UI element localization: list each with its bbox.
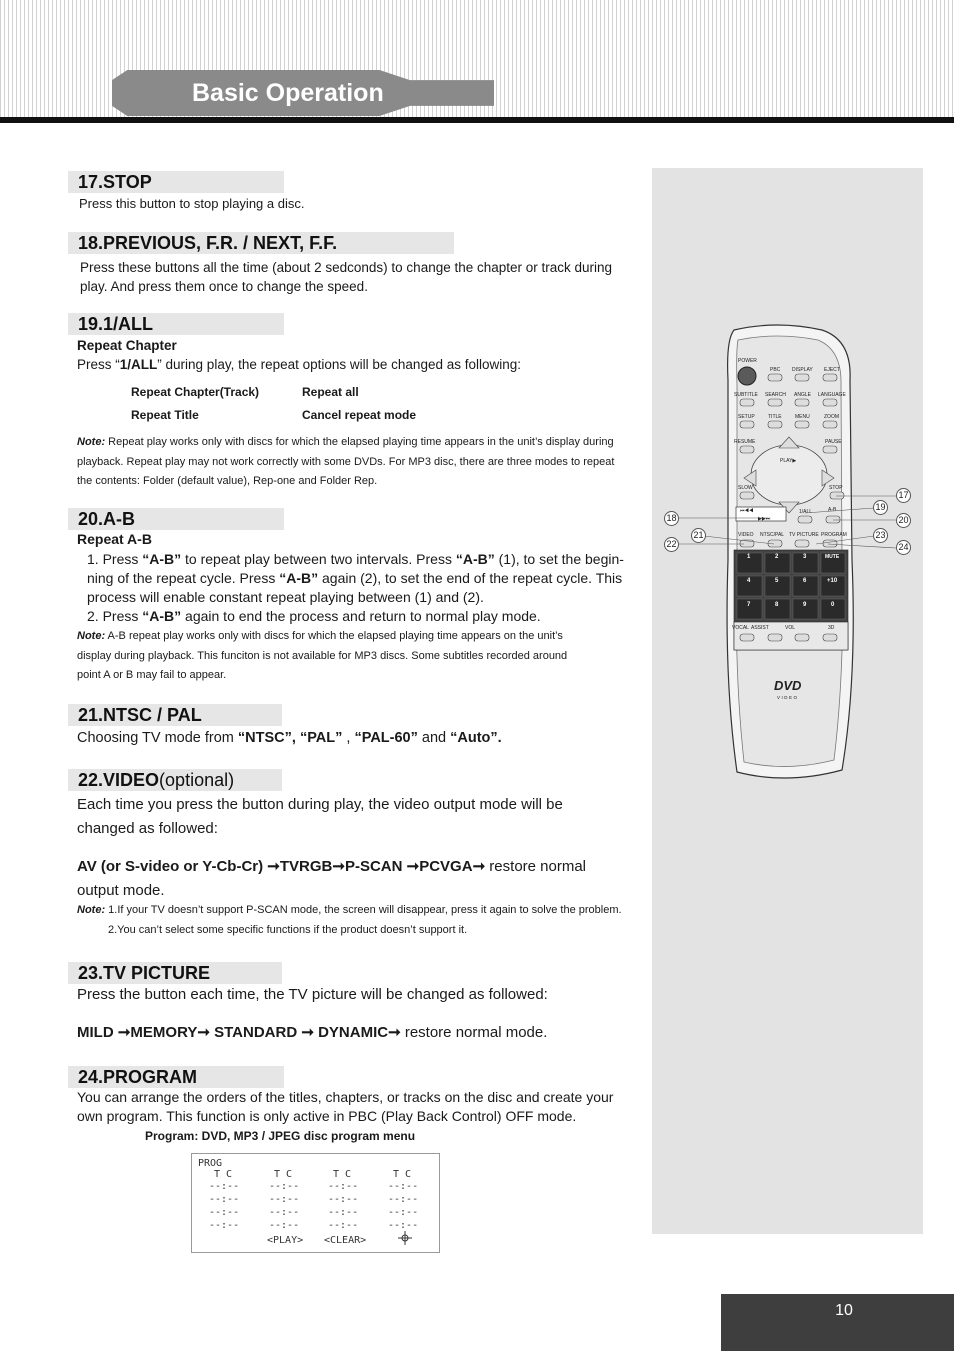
prevnext-body-2: play. And press them once to change the speed. <box>80 279 368 294</box>
arrow-icon: ➞ <box>113 1024 131 1041</box>
section-heading-program: 24.PROGRAM <box>68 1066 284 1088</box>
arrow-icon: ➞ <box>332 858 345 875</box>
1all-subheading: Repeat Chapter <box>77 338 177 353</box>
tvpicture-body: Press the button each time, the TV picture will be changed as followed: <box>77 986 548 1003</box>
prog-play-option: <PLAY> <box>267 1235 304 1246</box>
prog-slot: --:-- <box>269 1207 300 1218</box>
remote-label-mute: MUTE <box>825 554 840 560</box>
remote-label-vocal: VOCAL <box>732 625 749 631</box>
callout-18: 18 <box>664 511 679 526</box>
digit-4: 4 <box>747 578 751 584</box>
digit-9: 9 <box>803 602 807 608</box>
1all-note: Note: Repeat play works only with discs for which the elapsed playing time appears in the unit’s display during playback. Repeat play may not work correctly with some DVDs. For MP3 disc, there are three modes to repeat the contents: Folder (default value), Rep-one and Folder Rep. <box>77 436 615 487</box>
remote-label-language: LANGUAGE <box>818 392 846 398</box>
prog-slot: --:-- <box>388 1207 419 1218</box>
repeat-option: Repeat Chapter(Track) <box>131 385 260 399</box>
digit-3: 3 <box>803 554 807 560</box>
next-icon: ▶▶⏭ <box>758 516 771 522</box>
remote-label-ntscpal: NTSC/PAL <box>760 532 785 538</box>
prog-slot: --:-- <box>269 1181 300 1192</box>
header-rule <box>0 117 954 123</box>
prog-slot: --:-- <box>209 1220 240 1231</box>
digit-5: 5 <box>775 578 779 584</box>
section-heading-tvpicture: 23.TV PICTURE <box>68 962 282 984</box>
program-caption: Program: DVD, MP3 / JPEG disc program menu <box>145 1129 416 1143</box>
prog-title: PROG <box>198 1158 223 1169</box>
prog-clear-option: <CLEAR> <box>324 1235 367 1246</box>
section-heading-video: 22.VIDEO(optional) <box>68 769 282 791</box>
prog-slot: --:-- <box>209 1181 240 1192</box>
section-heading-ab: 20.A-B <box>68 508 284 530</box>
remote-label-menu: MENU <box>795 414 810 420</box>
section-heading-1all: 19.1/ALL <box>68 313 284 335</box>
prev-icon: ⏮◀◀ <box>740 508 754 514</box>
ab-body: 1. Press “A-B” to repeat play between two intervals. Press “A-B” (1), to set the begin- ning of the repeat cycle. Press “A-B” again (2), to set the end of the repeat cycle. This process will enable constant repeat playing between (1) and (2). 2. Press “A-B” again to end the process and return to normal play mode. <box>87 551 624 624</box>
prog-slot: --:-- <box>388 1220 419 1231</box>
remote-label-assist: ASSIST <box>751 625 769 631</box>
prog-col-header: T C <box>274 1169 293 1180</box>
digit-0: 0 <box>831 602 835 608</box>
repeat-option: Repeat all <box>302 385 359 399</box>
remote-label-1all: 1/ALL <box>799 509 813 515</box>
arrow-icon: ➞ <box>402 858 420 875</box>
remote-label-stop: STOP <box>829 485 843 491</box>
section-heading-prevnext: 18.PREVIOUS, F.R. / NEXT, F.F. <box>68 232 454 254</box>
stop-body: Press this button to stop playing a disc. <box>79 196 305 211</box>
arrow-icon: ➞ <box>472 858 486 875</box>
callout-19: 19 <box>873 500 888 515</box>
repeat-option: Repeat Title <box>131 408 199 422</box>
remote-label-eject: EJECT <box>824 367 840 373</box>
remote-label-angle: ANGLE <box>794 392 811 398</box>
remote-label-search: SEARCH <box>765 392 786 398</box>
callout-23: 23 <box>873 528 888 543</box>
remote-label-zoom: ZOOM <box>824 414 839 420</box>
remote-label-program: PROGRAM <box>821 532 847 538</box>
prog-col-header: T C <box>393 1169 412 1180</box>
dvd-logo: DVD <box>774 678 802 693</box>
remote-illustration <box>652 300 923 790</box>
remote-label-resume: RESUME <box>734 439 756 445</box>
prog-col-header: T C <box>214 1169 233 1180</box>
remote-label-pbc: PBC <box>770 367 781 373</box>
prog-slot: --:-- <box>269 1220 300 1231</box>
remote-label-setup: SETUP <box>738 414 755 420</box>
remote-label-ab: A-B <box>828 507 837 513</box>
digit-8: 8 <box>775 602 779 608</box>
digit-6: 6 <box>803 578 807 584</box>
prevnext-body-1: Press these buttons all the time (about 2 sedconds) to change the chapter or track during <box>80 260 613 275</box>
cursor-icon <box>397 1230 413 1246</box>
callout-24: 24 <box>896 540 911 555</box>
digit-1: 1 <box>747 554 751 560</box>
callout-20: 20 <box>896 513 911 528</box>
prog-slot: --:-- <box>328 1194 359 1205</box>
repeat-option: Cancel repeat mode <box>302 408 417 422</box>
remote-label-pause: PAUSE <box>825 439 842 445</box>
program-menu-screen <box>191 1153 440 1253</box>
arrow-icon: ➞ <box>263 858 280 875</box>
arrow-icon: ➞ <box>297 1024 319 1041</box>
remote-label-video: VIDEO <box>738 532 754 538</box>
callout-22: 22 <box>664 537 679 552</box>
1all-intro: Press “1/ALL” during play, the repeat options will be changed as following: <box>77 357 522 372</box>
remote-label-tvpicture: TV PICTURE <box>789 532 819 538</box>
remote-label-play: PLAY▶ <box>780 458 797 464</box>
dvd-logo-sub: VIDEO <box>777 695 799 700</box>
remote-label-power: POWER <box>738 358 757 364</box>
remote-label-slow: SLOW <box>738 485 753 491</box>
arrow-icon: ➞ <box>388 1024 401 1041</box>
section-heading-stop: 17.STOP <box>68 171 284 193</box>
digit-7: 7 <box>747 602 751 608</box>
remote-label-subtitle: SUBTITLE <box>734 392 758 398</box>
prog-col-header: T C <box>333 1169 352 1180</box>
remote-label-display: DISPLAY <box>792 367 813 373</box>
power-button <box>738 367 756 385</box>
prog-slot: --:-- <box>388 1194 419 1205</box>
video-sequence: AV (or S-video or Y-Cb-Cr) ➞TVRGB➞P-SCAN ➞PCVGA➞ restore normal output mode. <box>77 858 587 899</box>
tvpicture-sequence: MILD ➞MEMORY➞ STANDARD ➞ DYNAMIC➞ restore normal mode. <box>77 1024 548 1041</box>
arrow-icon: ➞ <box>197 1024 215 1041</box>
program-body: You can arrange the orders of the titles, chapters, or tracks on the disc and create your own program. This function is only active in PBC (Play Back Control) OFF mode. <box>77 1089 614 1124</box>
digit-2: 2 <box>775 554 779 560</box>
video-body: Each time you press the button during play, the video output mode will be changed as followed: <box>77 796 563 837</box>
callout-17: 17 <box>896 488 911 503</box>
remote-label-plus10: +10 <box>827 578 838 584</box>
page-title: Basic Operation <box>192 79 384 107</box>
prog-slot: --:-- <box>209 1194 240 1205</box>
remote-label-title: TITLE <box>768 414 782 420</box>
remote-label-vol: VOL <box>785 625 796 631</box>
page-number: 10 <box>835 1302 853 1319</box>
ntsc-body: Choosing TV mode from “NTSC”, “PAL” , “PAL-60” and “Auto”. <box>77 730 502 746</box>
section-heading-ntsc: 21.NTSC / PAL <box>68 704 282 726</box>
prog-slot: --:-- <box>328 1220 359 1231</box>
prog-slot: --:-- <box>388 1181 419 1192</box>
video-note: Note: 1.If your TV doesn’t support P-SCAN mode, the screen will disappear, press it again to solve the problem. 2.You can’t select some specific functions if the product doesn’t support it. <box>77 904 622 936</box>
prog-slot: --:-- <box>328 1207 359 1218</box>
ab-subheading: Repeat A-B <box>77 531 152 547</box>
remote-label-3d: 3D <box>828 625 835 631</box>
prog-slot: --:-- <box>328 1181 359 1192</box>
ab-note: Note: A-B repeat play works only with discs for which the elapsed playing time appears on the unit’s display during playback. This funciton is not available for MP3 discs. Some subtitles recorded around point A or B may fail to appear. <box>77 630 568 681</box>
callout-21: 21 <box>691 528 706 543</box>
prog-slot: --:-- <box>269 1194 300 1205</box>
prog-slot: --:-- <box>209 1207 240 1218</box>
